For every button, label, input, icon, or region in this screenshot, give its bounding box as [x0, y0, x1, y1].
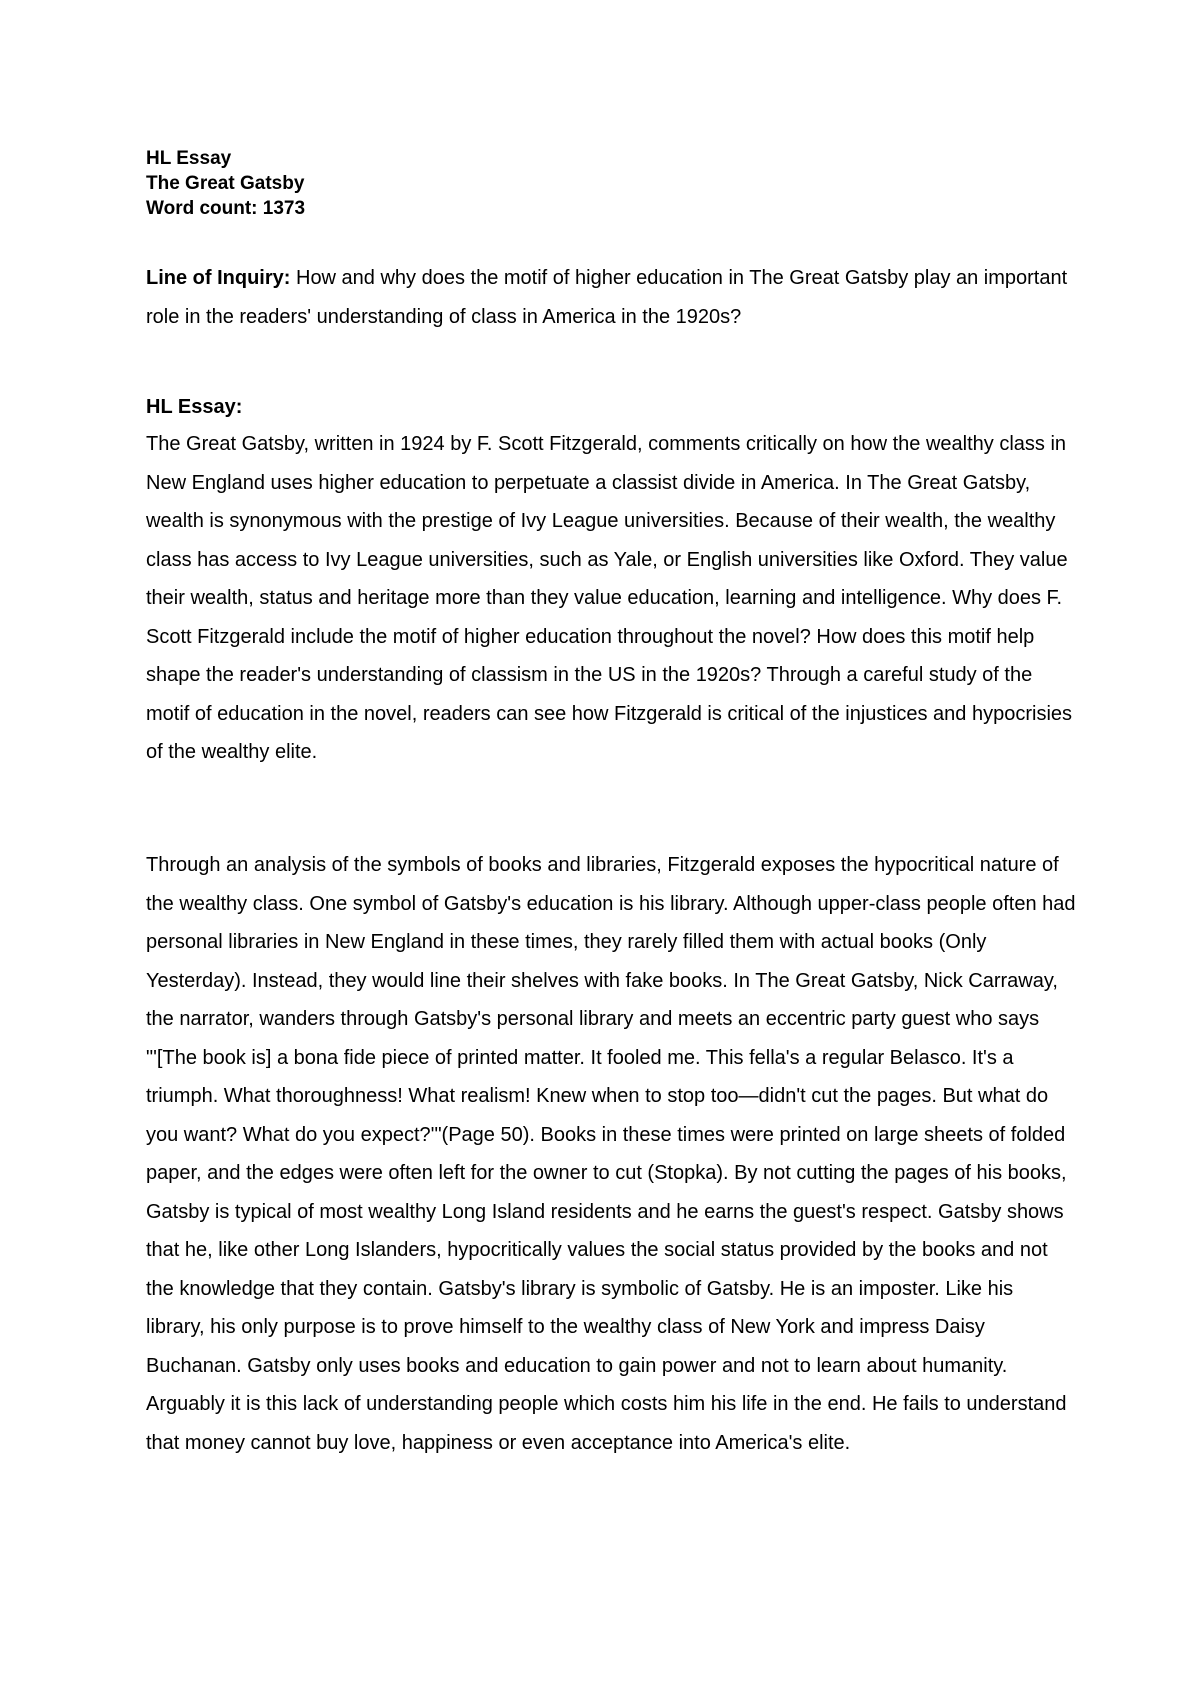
header-essay-type: HL Essay: [146, 148, 232, 169]
essay-paragraph-1: The Great Gatsby, written in 1924 by F. Scott Fitzgerald, comments critically on how the wealthy class in New England uses higher education to perpetuate a classist divide in America. In The Great Gatsby, wealth is synonymous with the prestige of Ivy League universities. Because of their wealth, the wealthy class has access to Ivy League universities, such as Yale, or English universities like Oxford. They value their wealth, status and heritage more than they value education, learning and intelligence. Why does F. Scott Fitzgerald include the motif of higher education throughout the novel? How does this motif help shape the reader's understanding of classism in the US in the 1920s? Through a careful study of the motif of education in the novel, readers can see how Fitzgerald is critical of the injustices and hypocrisies of the wealthy elite.: [146, 433, 1073, 763]
essay-paragraph-2: Through an analysis of the symbols of books and libraries, Fitzgerald exposes the hypocritical nature of the wealthy class. One symbol of Gatsby's education is his library. Although upper-class people often had personal libraries in New England in these times, they rarely filled them with actual books (Only Yesterday). Instead, they would line their shelves with fake books. In The Great Gatsby, Nick Carraway, the narrator, wanders through Gatsby's personal library and meets an eccentric party guest who says "'[The book is] a bona fide piece of printed matter. It fooled me. This fella's a regular Belasco. It's a triumph. What thoroughness! What realism! Knew when to stop too—didn't cut the pages. But what do you want? What do you expect?'"(Page 50). Books in these times were printed on large sheets of folded paper, and the edges were often left for the owner to cut (Stopka). By not cutting the pages of his books, Gatsby is typical of most wealthy Long Island residents and he earns the guest's respect. Gatsby shows that he, like other Long Islanders, hypocritically values the social status provided by the books and not the knowledge that they contain. Gatsby's library is symbolic of Gatsby. He is an imposter. Like his library, his only purpose is to prove himself to the wealthy class of New York and impress Daisy Buchanan. Gatsby only uses books and education to gain power and not to learn about humanity. Arguably it is this lack of understanding people which costs him his life in the end. He fails to understand that money cannot buy love, happiness or even acceptance into America's elite.: [146, 854, 1076, 1454]
inquiry-label: Line of Inquiry:: [146, 267, 291, 289]
line-of-inquiry: [146, 259, 1076, 336]
inquiry-text: How and why does the motif of higher education in The Great Gatsby play an important role in the readers' understanding of class in America in the 1920s?: [146, 267, 1068, 328]
essay-heading: HL Essay:: [146, 396, 243, 418]
header-word-count: Word count: 1373: [146, 198, 306, 219]
document-header: [146, 146, 305, 221]
header-book-title: The Great Gatsby: [146, 173, 305, 194]
